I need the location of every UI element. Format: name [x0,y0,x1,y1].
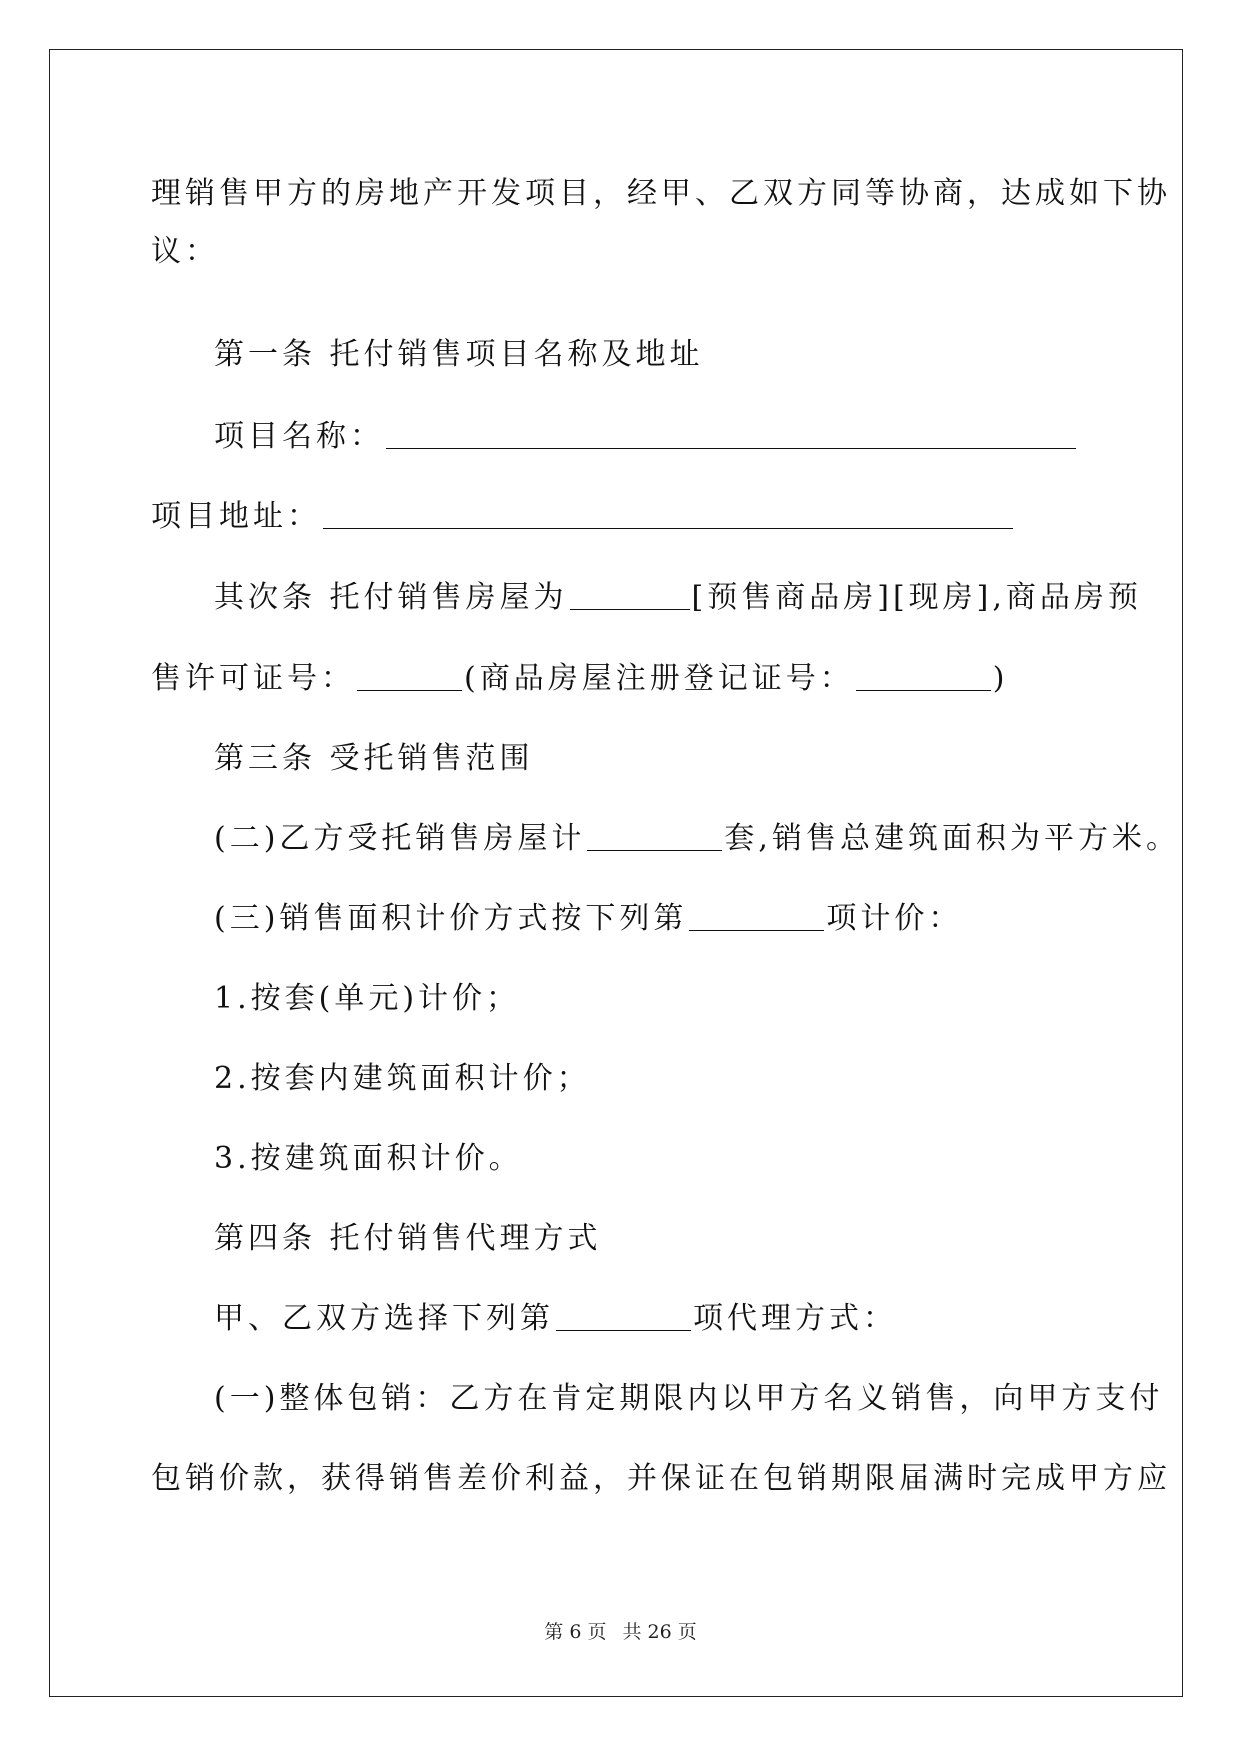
page-footer [0,1617,1241,1644]
text-segment: (商品房屋注册登记证号： [464,661,854,696]
text-line [151,653,1008,697]
list-item: 3.按建筑面积计价。 [214,1141,523,1176]
article-heading: 第四条 托付销售代理方式 [214,1221,602,1256]
project-name-row [214,411,1078,455]
list-item: 1.按套(单元)计价； [214,981,521,1016]
fill-in-blank [856,689,991,691]
text-line: (一)整体包销：乙方在肯定期限内以甲方名义销售，向甲方支付 [214,1381,1164,1416]
page-total: 共 26 页 [622,1621,697,1643]
text-segment: 项代理方式： [693,1301,897,1336]
page-border [49,49,1183,1697]
fill-in-blank [587,849,722,851]
field-label: 项目名称： [214,419,384,454]
list-item: 2.按套内建筑面积计价； [214,1061,591,1096]
fill-in-blank [689,929,824,931]
text-line: 理销售甲方的房地产开发项目，经甲、乙双方同等协商，达成如下协 [151,176,1171,211]
project-address-row [151,491,1015,535]
fill-in-blank [570,608,690,610]
text-segment: [预售商品房][现房],商品房预 [691,580,1142,615]
text-segment: 项计价： [826,901,963,936]
text-segment: (二)乙方受托销售房屋计 [214,821,586,856]
page-number: 第 6 页 [544,1621,607,1643]
text-segment: 甲、乙双方选择下列第 [214,1301,554,1336]
fill-in-blank [556,1329,691,1331]
text-segment: 售许可证号： [151,661,355,696]
text-line: 议： [151,234,219,269]
text-line [214,893,962,937]
text-segment: (三)销售面积计价方式按下列第 [214,901,688,936]
fill-in-blank [357,689,462,691]
text-segment: 其次条 托付销售房屋为 [214,580,568,615]
article-heading: 第一条 托付销售项目名称及地址 [214,337,704,372]
fill-in-blank [386,447,1076,449]
text-line: 包销价款，获得销售差价利益，并保证在包销期限届满时完成甲方应 [151,1461,1171,1496]
text-segment: ) [992,661,1009,696]
text-segment: 套,销售总建筑面积为平方米。 [724,821,1180,856]
field-label: 项目地址： [151,499,321,534]
article-heading: 第三条 受托销售范围 [214,741,534,776]
fill-in-blank [323,527,1013,529]
text-line [214,813,1180,857]
text-line [214,1293,897,1337]
text-line [214,572,1142,616]
